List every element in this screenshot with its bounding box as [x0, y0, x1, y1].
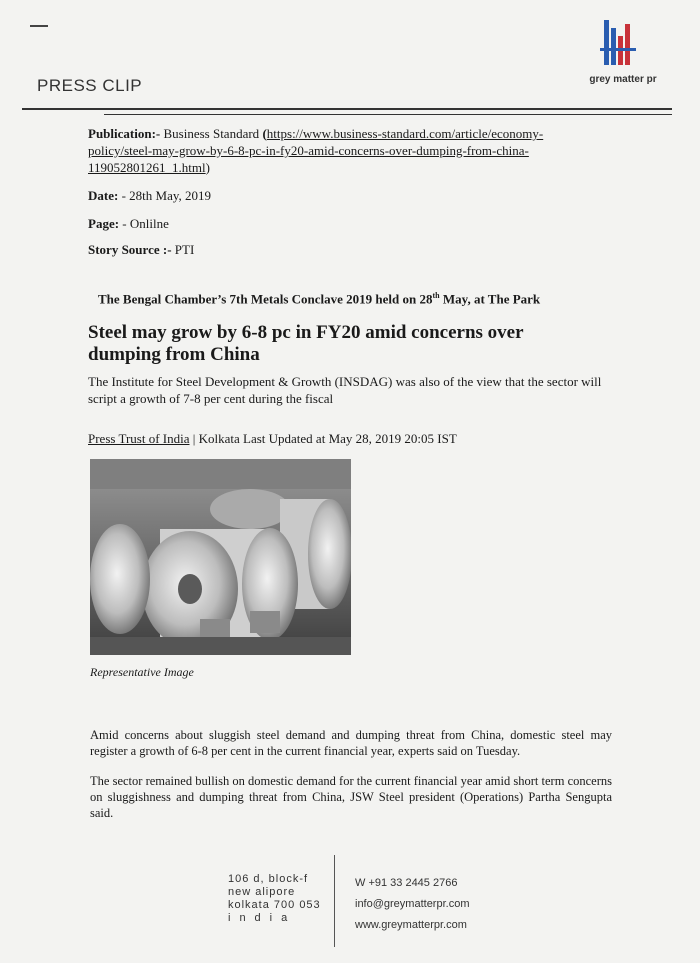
article-headline: Steel may grow by 6-8 pc in FY20 amid concerns over dumping from China — [88, 322, 524, 365]
address-line-3: kolkata 700 053 — [228, 899, 321, 911]
publication-line: Publication:- Business Standard (https://www.business-standard.com/article/economy- policy/steel-may-grow-by-6-8-pc-in-fy20-amid-concerns-over-dumping-from-china- 119052801261_1.html) — [88, 126, 544, 175]
header-rule — [22, 108, 672, 110]
date-value: - 28th May, 2019 — [121, 188, 212, 203]
page-header-title: PRESS CLIP — [37, 76, 143, 95]
article-paragraph-2: The sector remained bullish on domestic demand for the current financial year amid short term concerns on sluggishness and dumping threat from China, JSW Steel president (Operations) Partha Sengupta said. — [90, 774, 612, 820]
publication-url-1[interactable]: https://www.business-standard.com/article/economy- — [266, 126, 544, 141]
logo-icon — [578, 14, 668, 74]
byline-separator: | — [192, 431, 196, 446]
article-byline — [88, 431, 457, 447]
footer-email[interactable]: info@greymatterpr.com — [355, 898, 470, 910]
address-line-4: india — [228, 912, 297, 924]
steel-coils-image — [90, 459, 351, 655]
corner-mark — [30, 25, 48, 27]
footer-divider — [334, 855, 335, 947]
footer-address — [228, 873, 321, 925]
article-paragraph-1: Amid concerns about sluggish steel demand and dumping threat from China, domestic steel may register a growth of 6-8 per cent in the current financial year, experts said on Tuesday. — [90, 728, 612, 758]
source-label: Story Source :- — [88, 242, 172, 257]
article-subhead: The Institute for Steel Development & Growth (INSDAG) was also of the view that the sector will script a growth of 7-8 per cent during the fiscal — [88, 374, 602, 406]
byline-details: Kolkata Last Updated at May 28, 2019 20:05 IST — [198, 431, 457, 446]
date-label: Date: — [88, 188, 119, 203]
event-title: The Bengal Chamber’s 7th Metals Conclave 2019 held on 28th May, at The Park — [98, 291, 541, 307]
page-value: - Onlilne — [122, 216, 169, 231]
publication-url-2[interactable]: policy/steel-may-grow-by-6-8-pc-in-fy20-amid-concerns-over-dumping-from-china- — [88, 143, 529, 158]
footer-phone: W +91 33 2445 2766 — [355, 877, 458, 889]
byline-agency[interactable]: Press Trust of India — [88, 431, 190, 446]
date-line — [88, 188, 211, 204]
publication-url-3[interactable]: 119052801261_1.html — [88, 160, 206, 175]
address-line-1: 106 d, block-f — [228, 873, 309, 885]
company-logo — [578, 14, 668, 92]
image-caption: Representative Image — [90, 665, 194, 679]
page-line — [88, 216, 169, 232]
logo-text: grey matter pr — [589, 74, 657, 85]
page-label: Page: — [88, 216, 120, 231]
address-line-2: new alipore — [228, 886, 296, 898]
footer-contact — [355, 873, 470, 936]
publication-label: Publication:- — [88, 126, 161, 141]
publication-name: Business Standard — [163, 126, 260, 141]
source-line — [88, 242, 194, 258]
header-rule-secondary — [104, 114, 672, 115]
footer-website[interactable]: www.greymatterpr.com — [355, 919, 467, 931]
source-value: PTI — [174, 242, 195, 257]
